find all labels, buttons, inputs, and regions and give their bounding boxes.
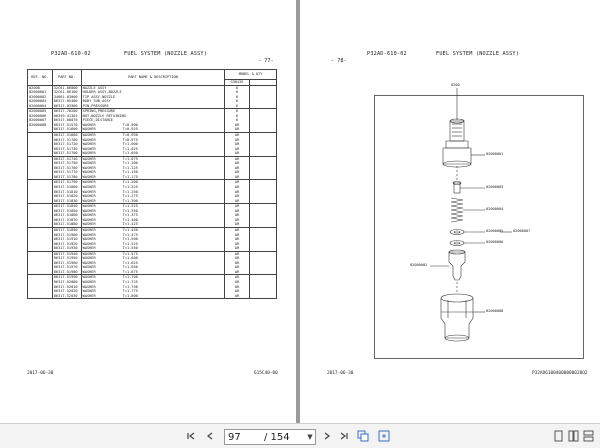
qty-cell: AR xyxy=(225,270,250,275)
part-no-cell: 06317-51840 xyxy=(52,204,81,209)
description-text: WASHER xyxy=(82,127,96,132)
qty-cell: AR xyxy=(225,218,250,223)
description-text: WASHER xyxy=(82,142,96,147)
model-code: P32AD-610-02 xyxy=(367,51,407,57)
page-title: FUEL SYSTEM (NOZZLE ASSY) xyxy=(124,51,208,57)
part-no-cell: 06317-51950 xyxy=(52,256,81,261)
catalog-page-right xyxy=(300,0,600,423)
qty-cell: 6 xyxy=(225,114,250,119)
thickness-value: T=1.575 xyxy=(122,251,138,256)
ref-no-cell: 02000002 xyxy=(28,95,53,100)
thickness-value: T=1.175 xyxy=(122,174,138,179)
qty-cell: 6 xyxy=(225,95,250,100)
qty-cell: AR xyxy=(225,175,250,180)
thickness-value: T=1.400 xyxy=(122,217,138,222)
part-no-cell: 06317-52030 xyxy=(52,294,81,299)
footer-code: P32AD61004000000020Q2 xyxy=(532,371,588,376)
page-number: - 77- xyxy=(258,58,274,64)
description-text: WASHER xyxy=(82,189,96,194)
ref-no-cell: 02000004 xyxy=(28,104,53,109)
description-text: WASHER xyxy=(82,213,96,218)
first-page-icon[interactable] xyxy=(184,428,198,444)
description-text: WASHER xyxy=(82,122,96,127)
qty-cell: AR xyxy=(225,142,250,147)
thickness-value: T=1.425 xyxy=(122,222,138,227)
part-no-cell: 06317-51890 xyxy=(52,227,81,232)
qty-cell: AR xyxy=(225,280,250,285)
header-part-no: PART NO. xyxy=(52,70,81,86)
part-no-cell: 06317-51720 xyxy=(52,142,81,147)
last-page-icon[interactable] xyxy=(337,428,351,444)
part-no-cell: 06317-51880 xyxy=(52,222,81,227)
qty-cell: AR xyxy=(225,133,250,138)
thickness-value: T=1.025 xyxy=(122,146,138,151)
qty-cell: AR xyxy=(225,204,250,209)
part-no-cell: 06317-52000 xyxy=(52,280,81,285)
description-text: WASHER xyxy=(82,170,96,175)
qty-cell: AR xyxy=(225,251,250,256)
thickness-value: T=1.750 xyxy=(122,284,138,289)
description-text: NOZZLE ASSY xyxy=(82,85,107,90)
thickness-value: T=1.000 xyxy=(122,142,138,147)
catalog-page-left xyxy=(0,0,296,423)
current-page-value[interactable]: 97 xyxy=(228,431,241,443)
description-text: WASHER xyxy=(82,241,96,246)
part-no-cell: 06317-03300 xyxy=(52,104,81,109)
description-text: WASHER xyxy=(82,237,96,242)
part-no-cell: 06317-51800 xyxy=(52,185,81,190)
qty-cell: AR xyxy=(225,180,250,185)
footer-date: 2017-06-30 xyxy=(327,371,354,376)
thickness-value: T=1.225 xyxy=(122,185,138,190)
nozzle-assembly-diagram xyxy=(300,0,600,423)
qty-cell: AR xyxy=(225,194,250,199)
description-text: WASHER xyxy=(82,133,96,138)
thickness-value: T=0.925 xyxy=(122,127,138,132)
qty-cell: AR xyxy=(225,261,250,266)
callout-5: 02000006 xyxy=(486,240,504,244)
callout-top: 0200 xyxy=(451,83,460,87)
thickness-value: T=1.625 xyxy=(122,260,138,265)
description-text: WASHER xyxy=(82,151,96,156)
thickness-value: T=1.300 xyxy=(122,198,138,203)
qty-cell: 6 xyxy=(225,99,250,104)
thickness-value: T=1.475 xyxy=(122,232,138,237)
description-text: WASHER xyxy=(82,185,96,190)
part-no-cell: 06317-51860 xyxy=(52,213,81,218)
part-no-cell: 06317-51660 xyxy=(52,133,81,138)
part-no-cell: 06317-05400 xyxy=(52,99,81,104)
description-text: WASHER xyxy=(82,198,96,203)
part-no-cell: 06317-51900 xyxy=(52,233,81,238)
qty-cell: AR xyxy=(225,242,250,247)
callout-7: 02000002 xyxy=(410,263,428,267)
description-text: WASHER xyxy=(82,208,96,213)
description-text: WASHER xyxy=(82,137,96,142)
callout-6: 02000007 xyxy=(513,229,531,233)
ref-no-cell: 02000008 xyxy=(28,123,53,128)
description-text: WASHER xyxy=(82,260,96,265)
thickness-value: T=0.950 xyxy=(122,133,138,138)
description-text: WASHER xyxy=(82,165,96,170)
model-code: P32AD-610-02 xyxy=(51,51,91,57)
description-text: WASHER xyxy=(82,180,96,185)
table-row xyxy=(28,294,277,299)
part-no-cell: 06317-51850 xyxy=(52,209,81,214)
qty-cell: AR xyxy=(225,233,250,238)
parts-table xyxy=(27,69,277,299)
description-text: PIECE,DISTANCE xyxy=(82,118,113,123)
description-text: WASHER xyxy=(82,279,96,284)
page-number-field[interactable] xyxy=(224,429,316,445)
thickness-value: T=1.275 xyxy=(122,194,138,199)
part-no-cell: 06317-51870 xyxy=(52,218,81,223)
qty-cell: AR xyxy=(225,285,250,290)
description-text: WASHER xyxy=(82,227,96,232)
part-no-cell: 06317-51700 xyxy=(52,138,81,143)
page-title: FUEL SYSTEM (NOZZLE ASSY) xyxy=(436,51,520,57)
part-no-cell: 06317-51830 xyxy=(52,199,81,204)
description-text: WASHER xyxy=(82,246,96,251)
description-text: WASHER xyxy=(82,232,96,237)
thickness-value: T=1.725 xyxy=(122,279,138,284)
thickness-value: T=1.250 xyxy=(122,189,138,194)
part-no-cell: 06317-51770 xyxy=(52,170,81,175)
thickness-value: T=1.675 xyxy=(122,269,138,274)
description-text: WASHER xyxy=(82,146,96,151)
dropdown-icon[interactable]: ▼ xyxy=(307,433,313,441)
ref-no-cell: 02000001 xyxy=(28,90,53,95)
part-no-cell: 06317-51820 xyxy=(52,194,81,199)
thickness-value: T=1.600 xyxy=(122,256,138,261)
thickness-value: T=1.550 xyxy=(122,246,138,251)
thickness-value: T=1.650 xyxy=(122,265,138,270)
qty-cell: AR xyxy=(225,156,250,161)
ref-no-cell: 02000 xyxy=(28,85,53,90)
page-number: - 78- xyxy=(331,58,347,64)
next-page-icon[interactable] xyxy=(320,428,334,444)
description-text: WASHER xyxy=(82,194,96,199)
qty-cell: AR xyxy=(225,138,250,143)
part-no-cell: 06317-51780 xyxy=(52,175,81,180)
part-no-cell: 06317-51570 xyxy=(52,123,81,128)
thickness-value: T=1.075 xyxy=(122,156,138,161)
callout-1: 02000001 xyxy=(486,152,504,156)
qty-cell: AR xyxy=(225,256,250,261)
ref-no-cell xyxy=(28,294,53,299)
callout-4: 02000005 xyxy=(486,229,504,233)
part-no-cell: 06317-52020 xyxy=(52,289,81,294)
description-text: BODY SUB ASSY xyxy=(82,99,111,104)
total-pages-label: / 154 xyxy=(264,431,290,443)
thickness-value: T=1.500 xyxy=(122,237,138,242)
footer-date: 2017-06-30 xyxy=(27,371,54,376)
qty-cell: 6 xyxy=(225,109,250,114)
thickness-value: T=1.700 xyxy=(122,275,138,280)
ref-no-cell: 02000005 xyxy=(28,109,53,114)
description-text: TIP ASSY,NOZZLE xyxy=(82,94,116,99)
description-text: WASHER xyxy=(82,156,96,161)
description-text: WASHER xyxy=(82,284,96,289)
fit-page-icon[interactable] xyxy=(376,428,392,444)
qty-cell: AR xyxy=(225,170,250,175)
qty-cell: AR xyxy=(225,166,250,171)
qty-cell: AR xyxy=(225,213,250,218)
footer-code: 615C40-00 xyxy=(254,371,278,376)
part-no-cell: 32C61-06100 xyxy=(52,90,81,95)
previous-page-icon[interactable] xyxy=(203,428,217,444)
part-no-cell: 34661-03000 xyxy=(52,95,81,100)
part-no-cell: 06317-51910 xyxy=(52,237,81,242)
part-no-cell: 06317-51700 xyxy=(52,151,81,156)
callout-8: 02000008 xyxy=(486,309,504,313)
description-text: SPRING,PRESSURE xyxy=(82,109,116,114)
qty-cell: AR xyxy=(225,161,250,166)
thickness-value: T=0.975 xyxy=(122,137,138,142)
qty-cell: AR xyxy=(225,151,250,156)
description-text: WASHER xyxy=(82,275,96,280)
qty-cell: AR xyxy=(225,275,250,280)
qty-cell: AR xyxy=(225,222,250,227)
description-text: NUT,NOZZLE RETAINING xyxy=(82,113,126,118)
part-no-cell: 06317-51790 xyxy=(52,180,81,185)
single-page-view-icon[interactable] xyxy=(552,428,564,444)
part-no-cell: 06317-51760 xyxy=(52,166,81,171)
description-text: WASHER xyxy=(82,265,96,270)
part-no-cell: 06317-51940 xyxy=(52,251,81,256)
part-no-cell: 06317-52010 xyxy=(52,285,81,290)
callout-2: 02000003 xyxy=(486,185,504,189)
description-text: PIN,PRESSURE xyxy=(82,103,109,108)
qty-cell: 6 xyxy=(225,118,250,123)
description-text: WASHER xyxy=(82,204,96,209)
copy-pages-icon[interactable] xyxy=(355,428,371,444)
description-text: WASHER xyxy=(82,251,96,256)
part-no-cell: 06349-41301 xyxy=(52,114,81,119)
qty-cell: AR xyxy=(225,209,250,214)
description-text: WASHER xyxy=(82,174,96,179)
thickness-value: T=1.800 xyxy=(122,293,138,298)
part-no-cell: 06317-51750 xyxy=(52,161,81,166)
callout-3: 02000004 xyxy=(486,207,504,211)
header-ref-no: REF. NO. xyxy=(28,70,53,86)
qty-cell: AR xyxy=(225,190,250,195)
description-text: WASHER xyxy=(82,269,96,274)
part-no-cell: 06317-51740 xyxy=(52,156,81,161)
pdf-viewer-toolbar xyxy=(0,423,600,448)
header-model-code: G3R42E xyxy=(225,80,250,86)
qty-cell: AR xyxy=(225,294,250,299)
qty-cell: AR xyxy=(225,185,250,190)
description-text: WASHER xyxy=(82,161,96,166)
qty-cell: AR xyxy=(225,147,250,152)
thickness-value: T=1.050 xyxy=(122,151,138,156)
qty-cell: AR xyxy=(225,127,250,132)
two-page-view-icon[interactable] xyxy=(567,428,579,444)
thickness-value: T=1.525 xyxy=(122,241,138,246)
part-no-cell: 06317-51930 xyxy=(52,246,81,251)
part-no-cell: 32C61-06000 xyxy=(52,85,81,90)
qty-cell: 6 xyxy=(225,104,250,109)
qty-cell: AR xyxy=(225,289,250,294)
description-text: WASHER xyxy=(82,222,96,227)
ref-no-cell: 02000007 xyxy=(28,118,53,123)
part-no-cell: 06317-70200 xyxy=(52,109,81,114)
description-text: WASHER xyxy=(82,289,96,294)
description-text: HOLDER ASSY,NOZZLE xyxy=(82,90,122,95)
header-model-qty: MODEL & QTY xyxy=(225,70,277,80)
ref-no-cell: 02000006 xyxy=(28,114,53,119)
ref-no-cell: 02000003 xyxy=(28,99,53,104)
header-description: PART NAME & DESCRIPTION xyxy=(81,70,225,86)
scroll-view-icon[interactable] xyxy=(582,428,594,444)
description-text: WASHER xyxy=(82,256,96,261)
part-no-cell: 06317-51970 xyxy=(52,265,81,270)
part-no-cell: 06317-00070 xyxy=(52,118,81,123)
part-no-cell: 06317-51980 xyxy=(52,270,81,275)
part-no-cell: 06317-51990 xyxy=(52,275,81,280)
thickness-value: T=1.200 xyxy=(122,180,138,185)
description-text: WASHER xyxy=(82,293,96,298)
thickness-value: T=0.900 xyxy=(122,122,138,127)
qty-cell: AR xyxy=(225,123,250,128)
thickness-value: T=1.325 xyxy=(122,204,138,209)
part-no-cell: 06317-51920 xyxy=(52,242,81,247)
description-text: WASHER xyxy=(82,217,96,222)
thickness-value: T=1.125 xyxy=(122,165,138,170)
description-cell xyxy=(81,294,225,299)
qty-cell: 6 xyxy=(225,85,250,90)
thickness-value: T=1.775 xyxy=(122,289,138,294)
part-no-cell: 06317-51600 xyxy=(52,127,81,132)
thickness-value: T=1.150 xyxy=(122,170,138,175)
qty-cell: AR xyxy=(225,199,250,204)
part-no-cell: 06317-51960 xyxy=(52,261,81,266)
qty-cell: AR xyxy=(225,265,250,270)
blank-cell xyxy=(249,294,276,299)
thickness-value: T=1.375 xyxy=(122,213,138,218)
qty-cell: AR xyxy=(225,237,250,242)
qty-cell: AR xyxy=(225,227,250,232)
qty-cell: AR xyxy=(225,246,250,251)
thickness-value: T=1.450 xyxy=(122,227,138,232)
part-no-cell: 06317-51730 xyxy=(52,147,81,152)
thickness-value: T=1.100 xyxy=(122,161,138,166)
qty-cell: 6 xyxy=(225,90,250,95)
thickness-value: T=1.350 xyxy=(122,208,138,213)
part-no-cell: 06317-51810 xyxy=(52,190,81,195)
